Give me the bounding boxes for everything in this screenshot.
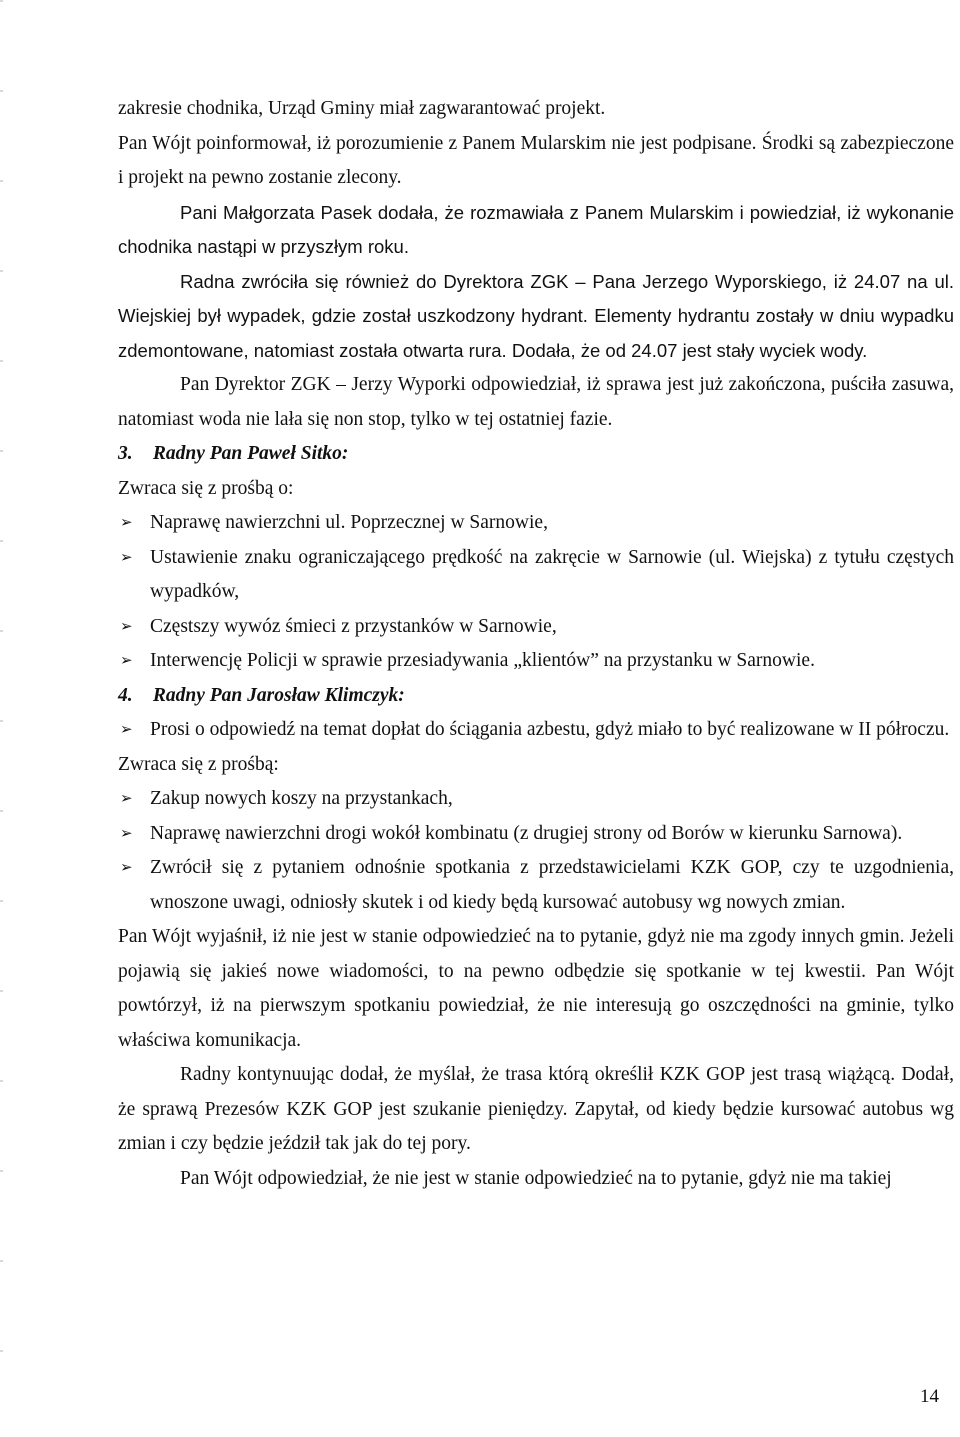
- list-item-text: Zwrócił się z pytaniem odnośnie spotkania z przedstawicielami KZK GOP, czy te uzgodnienia, wnoszone uwagi, odniosły skutek i od kiedy będą kursować autobusy wg nowych zmian.: [150, 857, 954, 913]
- list-item-text: Naprawę nawierzchni ul. Poprzecznej w Sarnowie,: [150, 512, 548, 533]
- paragraph-wojt-answered: Pan Wójt odpowiedział, że nie jest w stanie odpowiedzieć na to pytanie, gdyż nie ma takiej: [180, 1167, 892, 1189]
- section-4-number: 4.: [118, 684, 133, 706]
- section-3-heading: [118, 437, 954, 472]
- section-3-number: 3.: [118, 443, 133, 464]
- document-page: [118, 92, 954, 1196]
- arrow-bullet-icon: ➢: [120, 618, 133, 635]
- arrow-bullet-icon: ➢: [120, 653, 133, 669]
- arrow-bullet-icon: ➢: [120, 549, 133, 566]
- page-number: 14: [920, 1386, 939, 1407]
- scan-edge-artifact: [0, 0, 3, 1437]
- list-item-text: Zakup nowych koszy na przystankach,: [150, 788, 453, 809]
- list-item: [118, 782, 954, 817]
- list-item: [118, 713, 954, 748]
- arrow-bullet-icon: ➢: [120, 791, 133, 807]
- list-item-text: Prosi o odpowiedź na temat dopłat do ściągania azbestu, gdyż miało to być realizowane w II półroczu.: [150, 719, 950, 740]
- list-item-text: Naprawę nawierzchni drogi wokół kombinatu (z drugiej strony od Borów w kierunku Sarnowa).: [150, 822, 903, 844]
- list-item-text: Interwencję Policji w sprawie przesiadywania „klientów” na przystanku w Sarnowie.: [150, 650, 815, 671]
- arrow-bullet-icon: ➢: [120, 722, 133, 738]
- paragraph-radny-continued: Radny kontynuując dodał, że myślał, że trasa którą określił KZK GOP jest trasą wiążącą. Dodał, że sprawą Prezesów KZK GOP jest szukanie pieniędzy. Zapytał, od kiedy będzie kursować autobus wg zmian i czy będzie jeździł tak jak do tej pory.: [118, 1064, 954, 1154]
- list-item: [118, 851, 954, 920]
- list-item-text: Ustawienie znaku ograniczającego prędkość na zakręcie w Sarnowie (ul. Wiejska) z tytułu częstych wypadków,: [150, 546, 954, 602]
- paragraph-wojt-info: Pan Wójt poinformował, iż porozumienie z Panem Mularskim nie jest podpisane. Środki są zabezpieczone i projekt na pewno zostanie zlecony.: [118, 132, 954, 188]
- paragraph-dyrektor: Pan Dyrektor ZGK – Jerzy Wyporki odpowiedział, iż sprawa jest już zakończona, puściła zasuwa, natomiast woda nie lała się non stop, tylko w tej ostatniej fazie.: [118, 374, 954, 430]
- arrow-bullet-icon: ➢: [120, 515, 133, 531]
- paragraph-pasek: Pani Małgorzata Pasek dodała, że rozmawiała z Panem Mularskim i powiedział, iż wykonanie chodnika nastąpi w przyszłym roku.: [118, 201, 954, 257]
- list-item-text: Częstszy wywóz śmieci z przystanków w Sarnowie,: [150, 615, 557, 637]
- list-item: [118, 644, 954, 679]
- list-item: [118, 541, 954, 610]
- paragraph-wojt-explained: Pan Wójt wyjaśnił, iż nie jest w stanie odpowiedzieć na to pytanie, gdyż nie ma zgody innych gmin. Jeżeli pojawią się jakieś nowe wiadomości, to na pewno odbędzie się spotkanie w tej kwestii. Pan Wójt powtórzył, iż na pierwszym spotkaniu powiedział, że nie interesują go oszczędności na gminie, tylko właściwa komunikacja.: [118, 926, 954, 1051]
- section-4-intro: Zwraca się z prośbą:: [118, 753, 279, 775]
- arrow-bullet-icon: ➢: [120, 860, 133, 876]
- list-item: [118, 506, 954, 541]
- list-item: [118, 610, 954, 645]
- section-3-title: Radny Pan Paweł Sitko:: [152, 443, 349, 464]
- paragraph-continuation: zakresie chodnika, Urząd Gminy miał zagwarantować projekt.: [118, 98, 606, 119]
- paragraph-radna: Radna zwróciła się również do Dyrektora ZGK – Pana Jerzego Wyporskiego, iż 24.07 na ul. Wiejskiej był wypadek, gdzie został uszkodzony hydrant. Elementy hydrantu zostały w dniu wypadku zdemontowane, natomiast została otwarta rura. Dodała, że od 24.07 jest stały wyciek wody.: [118, 270, 954, 361]
- section-4-title: Radny Pan Jarosław Klimczyk:: [152, 684, 405, 706]
- section-4-heading: [118, 679, 954, 714]
- arrow-bullet-icon: ➢: [120, 825, 133, 842]
- list-item: [118, 817, 954, 852]
- section-3-intro: Zwraca się z prośbą o:: [118, 477, 294, 499]
